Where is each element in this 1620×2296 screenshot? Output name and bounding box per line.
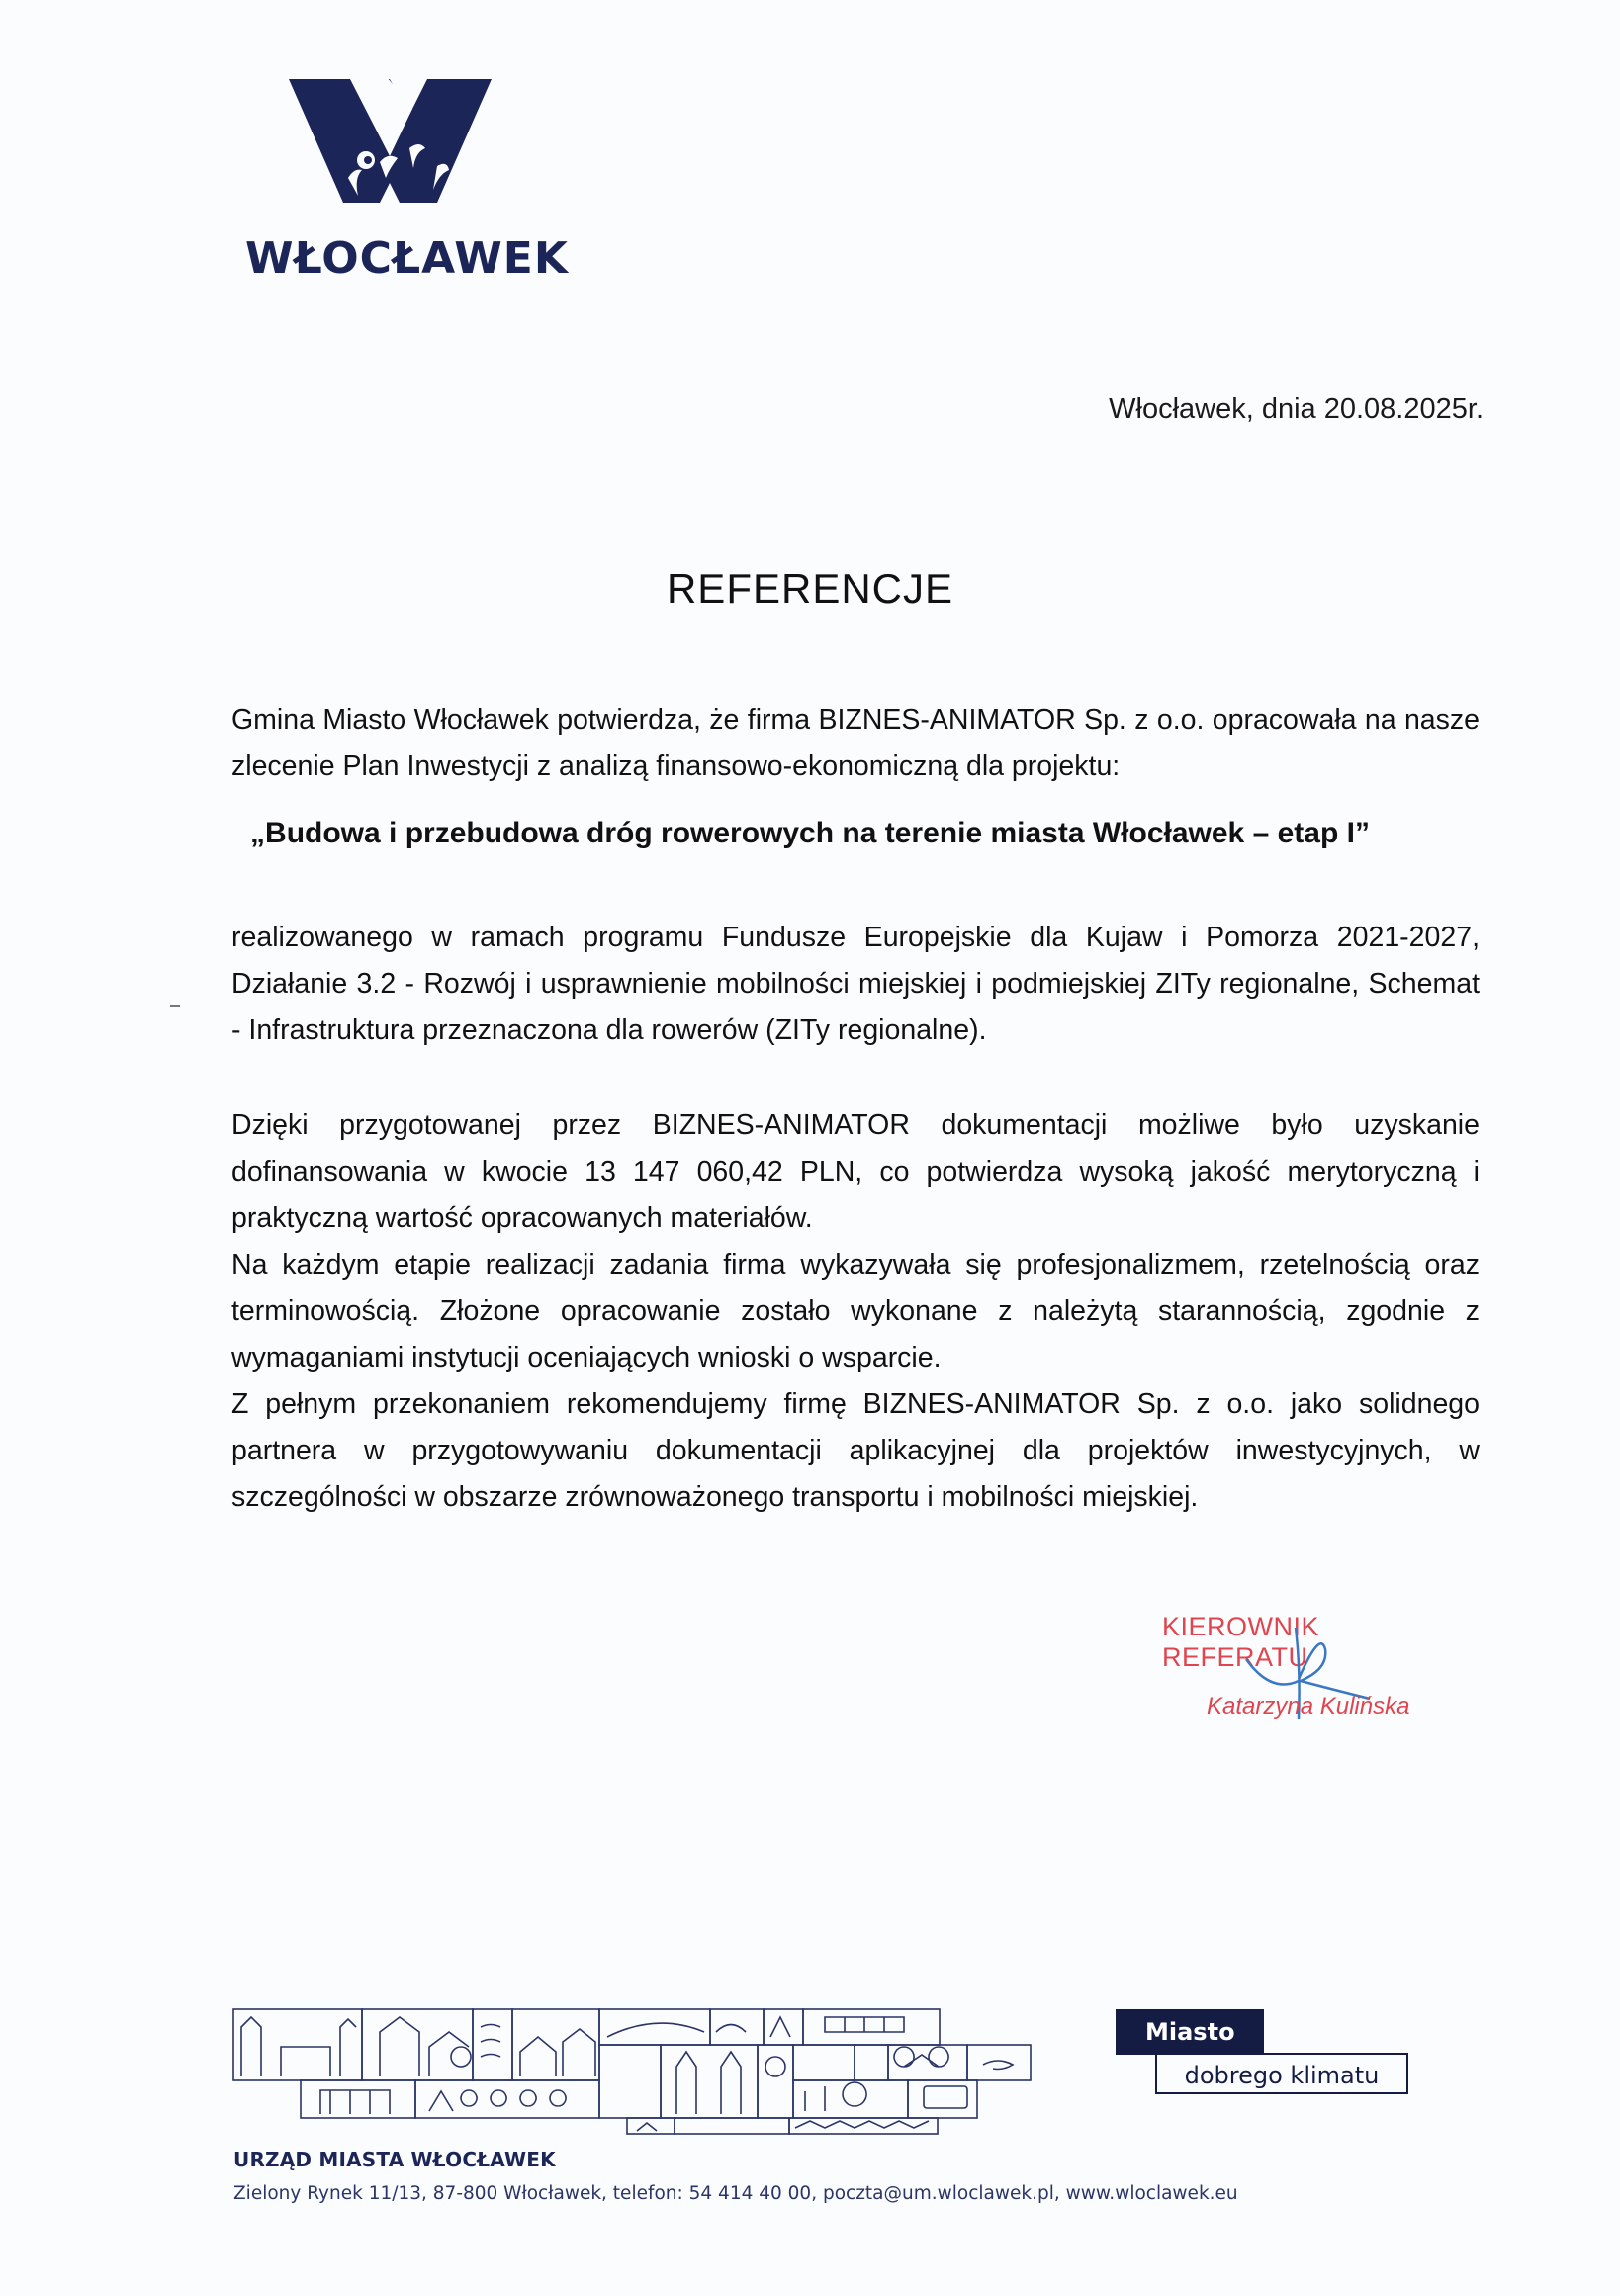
date-line: Włocławek, dnia 20.08.2025r. (1109, 394, 1484, 425)
signature-stamp (1162, 1612, 1459, 1720)
paragraph-funding: Dzięki przygotowanej przez BIZNES-ANIMATOR dokumentacji możliwe było uzyskanie dofinansowania w kwocie 13 147 060,42 PLN, co potwierdza wysoką jakość merytoryczną i praktyczną wartość opracowanych materiałów. (231, 1109, 1480, 1234)
office-address: Zielony Rynek 11/13, 87-800 Włocławek, telefon: 54 414 40 00, poczta@um.wloclawek.pl, www.wloclawek.eu (233, 2183, 1238, 2204)
stamp-role: KIEROWNIK REFERATU (1162, 1612, 1320, 1672)
badge-bottom-label: dobrego klimatu (1155, 2053, 1408, 2094)
paragraph-professionalism: Na każdym etapie realizacji zadania firma wykazywała się profesjonalizmem, rzetelnością oraz terminowością. Złożone opracowanie zostało wykonane z należytą starannością, zgodnie z wymaganiami instytucji oceniających wnioski o wsparcie. (231, 1249, 1480, 1373)
stamp-name: Katarzyna Kulińska (1207, 1693, 1410, 1720)
program-paragraph (231, 915, 1480, 1054)
city-logo (237, 79, 544, 208)
intro-paragraph (231, 697, 1480, 790)
climate-city-badge (1116, 2009, 1408, 2094)
paragraph-recommendation: Z pełnym przekonaniem rekomendujemy firmę BIZNES-ANIMATOR Sp. z o.o. jako solidnego partnera w przygotowywaniu dokumentacji aplikacyjnej dla projektów inwestycyjnych, w szczególności w obszarze zrównoważonego transportu i mobilności miejskiej. (231, 1388, 1480, 1513)
evaluation-block (231, 1103, 1480, 1521)
logo-wordmark: WŁOCŁAWEK (245, 233, 569, 284)
paragraph-program: realizowanego w ramach programu Fundusze Europejskie dla Kujaw i Pomorza 2021-2027, Działanie 3.2 - Rozwój i usprawnienie mobilności miejskiej i podmiejskiej ZITy regionalne, Schemat - Infrastruktura przeznaczona dla rowerów (ZITy regionalne). (231, 922, 1480, 1046)
badge-top-label: Miasto (1116, 2009, 1264, 2055)
city-skyline-illustration-icon (231, 2007, 1042, 2136)
paragraph-confirmation: Gmina Miasto Włocławek potwierdza, że firma BIZNES-ANIMATOR Sp. z o.o. opracowała na nasze zlecenie Plan Inwestycji z analizą finansowo-ekonomiczną dla projektu: (231, 704, 1480, 782)
project-title: „Budowa i przebudowa dróg rowerowych na terenie miasta Włocławek – etap I” (250, 817, 1370, 849)
office-name: URZĄD MIASTA WŁOCŁAWEK (233, 2148, 556, 2171)
wloclawek-w-emblem-icon (289, 79, 492, 208)
scan-speck (170, 1005, 180, 1007)
document-title: REFERENCJE (666, 566, 954, 612)
